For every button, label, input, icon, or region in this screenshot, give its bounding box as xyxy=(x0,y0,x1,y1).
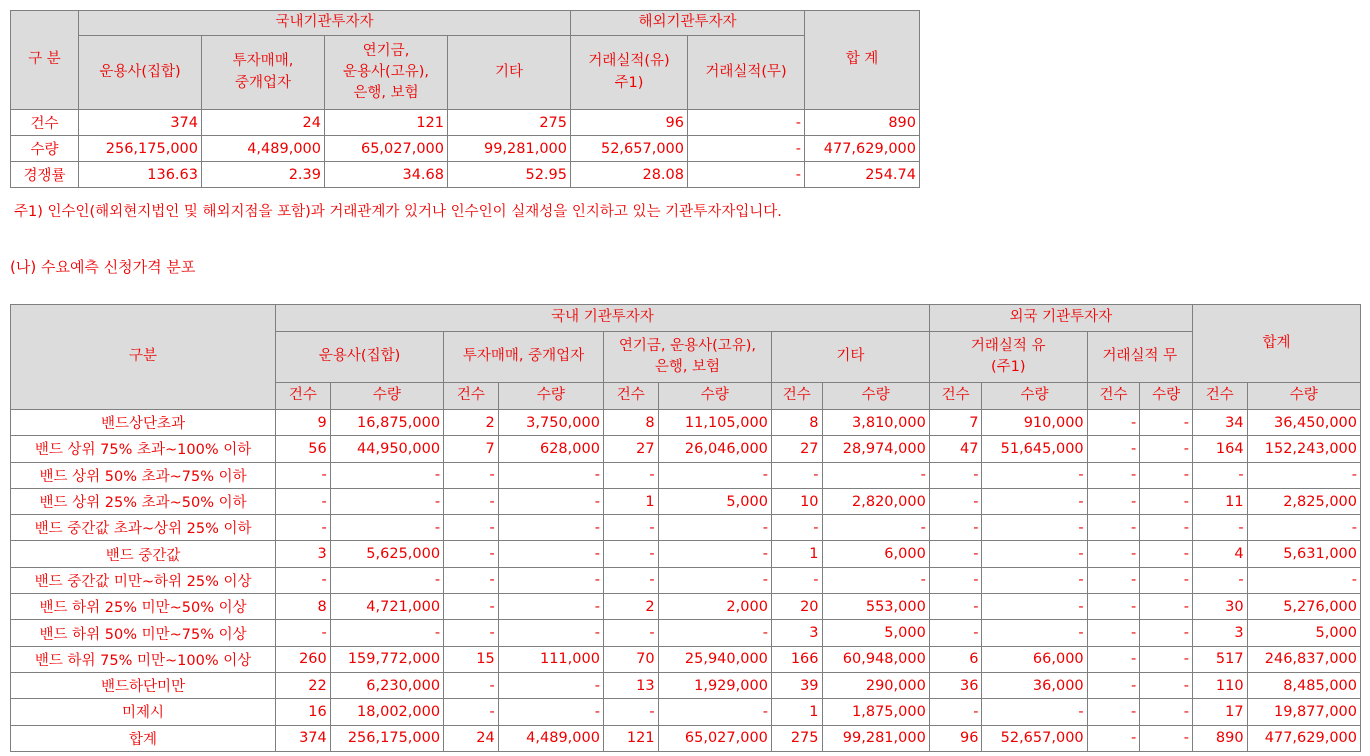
t2-cell: - xyxy=(498,462,603,488)
t2-cell: - xyxy=(1087,646,1140,672)
t2-cell: - xyxy=(822,567,929,593)
t2-cell: 5,000 xyxy=(1247,620,1360,646)
t2-cell: 39 xyxy=(771,672,822,698)
t2-qty-header: 수량 xyxy=(982,383,1087,410)
t2-row-label: 밴드 하위 75% 미만~100% 이상 xyxy=(11,646,276,672)
t2-cell: - xyxy=(929,594,982,620)
t2-cell: - xyxy=(498,567,603,593)
t2-cell: - xyxy=(658,567,771,593)
t2-row xyxy=(11,462,1361,488)
t2-cell: - xyxy=(771,567,822,593)
t2-cell: 6 xyxy=(929,646,982,672)
t2-cell: - xyxy=(276,620,331,646)
t2-cell: - xyxy=(658,541,771,567)
t2-cell: 27 xyxy=(603,436,658,462)
t2-cell: 70 xyxy=(603,646,658,672)
t2-row xyxy=(11,725,1361,751)
t2-cell: 3 xyxy=(1192,620,1247,646)
t2-cell: - xyxy=(982,488,1087,514)
t1-sub-header: 운용사(집합) xyxy=(79,36,202,110)
t2-cell: 110 xyxy=(1192,672,1247,698)
t2-cell: - xyxy=(276,567,331,593)
t2-cell: - xyxy=(658,515,771,541)
t2-cell: 11 xyxy=(1192,488,1247,514)
t2-cell: - xyxy=(929,462,982,488)
t2-row-label: 합계 xyxy=(11,725,276,751)
t2-foreign-header: 외국 기관투자자 xyxy=(929,305,1192,332)
t2-cell: - xyxy=(982,620,1087,646)
t2-cell: 96 xyxy=(929,725,982,751)
t2-cell: - xyxy=(822,515,929,541)
t2-cell: 20 xyxy=(771,594,822,620)
t1-cell: 2.39 xyxy=(202,162,325,188)
t2-cell: - xyxy=(498,620,603,646)
t2-cell: - xyxy=(1140,699,1193,725)
t2-count-header: 건수 xyxy=(1192,383,1247,410)
t1-row xyxy=(11,110,920,136)
t2-cell: - xyxy=(1087,488,1140,514)
t2-row-label: 밴드 중간값 xyxy=(11,541,276,567)
t2-cell: 111,000 xyxy=(498,646,603,672)
t2-cell: - xyxy=(1140,515,1193,541)
t2-cell: 166 xyxy=(771,646,822,672)
t2-cell: 8 xyxy=(603,410,658,436)
t2-cell: 5,276,000 xyxy=(1247,594,1360,620)
t2-cell: 24 xyxy=(444,725,499,751)
t2-count-header: 건수 xyxy=(929,383,982,410)
t2-cell: 2 xyxy=(444,410,499,436)
t2-cell: 553,000 xyxy=(822,594,929,620)
t2-cell: - xyxy=(929,567,982,593)
t2-cell: 26,046,000 xyxy=(658,436,771,462)
t2-cell: - xyxy=(444,515,499,541)
t1-cell: 65,027,000 xyxy=(325,136,448,162)
t2-row-label: 밴드 중간값 초과~상위 25% 이하 xyxy=(11,515,276,541)
t2-cell: - xyxy=(982,462,1087,488)
t2-cell: - xyxy=(1192,515,1247,541)
t2-cell: - xyxy=(444,672,499,698)
t2-cell: 16,875,000 xyxy=(330,410,443,436)
t2-corner-header: 구분 xyxy=(11,305,276,410)
t2-cell: 22 xyxy=(276,672,331,698)
t2-cell: 275 xyxy=(771,725,822,751)
t2-cell: - xyxy=(603,699,658,725)
t2-cell: 30 xyxy=(1192,594,1247,620)
t1-row xyxy=(11,136,920,162)
t2-cell: 9 xyxy=(276,410,331,436)
t2-cell: - xyxy=(658,462,771,488)
t2-cell: - xyxy=(771,515,822,541)
t2-cell: 15 xyxy=(444,646,499,672)
t2-cell: - xyxy=(444,462,499,488)
t2-cell: - xyxy=(658,620,771,646)
t2-cell: - xyxy=(822,462,929,488)
t1-cell: 34.68 xyxy=(325,162,448,188)
t2-row-label: 밴드 상위 50% 초과~75% 이하 xyxy=(11,462,276,488)
t1-cell: 136.63 xyxy=(79,162,202,188)
t2-cell: 256,175,000 xyxy=(330,725,443,751)
t1-cell: 24 xyxy=(202,110,325,136)
t2-cell: 477,629,000 xyxy=(1247,725,1360,751)
t2-row xyxy=(11,488,1361,514)
t2-cell: 3,810,000 xyxy=(822,410,929,436)
t1-cell: 52,657,000 xyxy=(571,136,688,162)
t2-cell: 290,000 xyxy=(822,672,929,698)
t2-sub-header: 거래실적 유 (주1) xyxy=(929,332,1087,383)
t2-cell: 99,281,000 xyxy=(822,725,929,751)
t2-cell: - xyxy=(276,488,331,514)
t2-cell: 4,721,000 xyxy=(330,594,443,620)
t2-cell: 1 xyxy=(771,541,822,567)
t2-cell: - xyxy=(603,567,658,593)
t2-cell: 260 xyxy=(276,646,331,672)
t1-cell: 52.95 xyxy=(448,162,571,188)
t1-cell: 256,175,000 xyxy=(79,136,202,162)
t1-row-label: 건수 xyxy=(11,110,79,136)
t2-cell: 4 xyxy=(1192,541,1247,567)
t2-cell: - xyxy=(276,515,331,541)
t2-row-label: 미제시 xyxy=(11,699,276,725)
t2-cell: 164 xyxy=(1192,436,1247,462)
t2-cell: 44,950,000 xyxy=(330,436,443,462)
t2-qty-header: 수량 xyxy=(330,383,443,410)
t2-cell: - xyxy=(330,567,443,593)
t2-total-header: 합계 xyxy=(1192,305,1360,383)
section-title: (나) 수요예측 신청가격 분포 xyxy=(10,258,196,276)
t2-cell: - xyxy=(1087,672,1140,698)
t1-cell: - xyxy=(688,136,805,162)
t2-cell: 3 xyxy=(276,541,331,567)
t2-cell: 27 xyxy=(771,436,822,462)
t2-cell: 374 xyxy=(276,725,331,751)
t2-cell: 5,625,000 xyxy=(330,541,443,567)
t2-cell: - xyxy=(982,567,1087,593)
t2-cell: 517 xyxy=(1192,646,1247,672)
t2-cell: - xyxy=(982,515,1087,541)
t2-count-header: 건수 xyxy=(603,383,658,410)
t1-cell: 254.74 xyxy=(805,162,920,188)
t2-row xyxy=(11,620,1361,646)
t1-row xyxy=(11,162,920,188)
t1-cell: 99,281,000 xyxy=(448,136,571,162)
t2-cell: 628,000 xyxy=(498,436,603,462)
t2-cell: 8 xyxy=(771,410,822,436)
t2-cell: - xyxy=(982,541,1087,567)
t1-cell: 96 xyxy=(571,110,688,136)
t2-cell: 152,243,000 xyxy=(1247,436,1360,462)
t2-cell: - xyxy=(929,541,982,567)
t2-qty-header: 수량 xyxy=(822,383,929,410)
t2-cell: - xyxy=(1140,462,1193,488)
t2-cell: - xyxy=(929,699,982,725)
t2-cell: 1,929,000 xyxy=(658,672,771,698)
t2-cell: - xyxy=(1087,594,1140,620)
t2-cell: 52,657,000 xyxy=(982,725,1087,751)
t2-cell: - xyxy=(444,541,499,567)
t2-cell: - xyxy=(1140,567,1193,593)
t2-cell: - xyxy=(1087,567,1140,593)
t2-cell: - xyxy=(1192,567,1247,593)
t2-cell: 3 xyxy=(771,620,822,646)
t2-cell: - xyxy=(929,488,982,514)
t1-cell: 121 xyxy=(325,110,448,136)
t1-sub-header: 거래실적(무) xyxy=(688,36,805,110)
t2-row xyxy=(11,567,1361,593)
t2-cell: 1 xyxy=(771,699,822,725)
t1-cell: 28.08 xyxy=(571,162,688,188)
t2-cell: 16 xyxy=(276,699,331,725)
t2-cell: 4,489,000 xyxy=(498,725,603,751)
t1-foreign-header: 해외기관투자자 xyxy=(571,11,805,36)
t2-cell: - xyxy=(929,620,982,646)
t2-cell: - xyxy=(1247,567,1360,593)
t2-cell: 11,105,000 xyxy=(658,410,771,436)
t2-qty-header: 수량 xyxy=(1247,383,1360,410)
t2-row xyxy=(11,672,1361,698)
t2-cell: - xyxy=(1087,436,1140,462)
t2-cell: - xyxy=(771,462,822,488)
t2-cell: 1 xyxy=(603,488,658,514)
t2-cell: - xyxy=(982,594,1087,620)
t2-cell: - xyxy=(603,541,658,567)
t2-cell: - xyxy=(1087,699,1140,725)
t2-cell: 159,772,000 xyxy=(330,646,443,672)
t2-cell: 5,000 xyxy=(822,620,929,646)
t2-count-header: 건수 xyxy=(276,383,331,410)
t2-row-label: 밴드 하위 25% 미만~50% 이상 xyxy=(11,594,276,620)
competition-rate-table xyxy=(10,10,920,188)
t1-cell: 890 xyxy=(805,110,920,136)
t2-cell: - xyxy=(498,541,603,567)
t2-cell: - xyxy=(444,567,499,593)
t2-cell: - xyxy=(603,462,658,488)
t2-cell: 3,750,000 xyxy=(498,410,603,436)
t1-row-label: 수량 xyxy=(11,136,79,162)
t2-cell: 7 xyxy=(444,436,499,462)
t2-row xyxy=(11,646,1361,672)
t2-cell: 66,000 xyxy=(982,646,1087,672)
t2-row-label: 밴드하단미만 xyxy=(11,672,276,698)
t2-cell: - xyxy=(1087,541,1140,567)
t2-cell: - xyxy=(498,699,603,725)
t2-cell: - xyxy=(1247,515,1360,541)
t1-sub-header: 거래실적(유) 주1) xyxy=(571,36,688,110)
t2-domestic-header: 국내 기관투자자 xyxy=(276,305,930,332)
t2-cell: 18,002,000 xyxy=(330,699,443,725)
t1-cell: 374 xyxy=(79,110,202,136)
t2-cell: 36 xyxy=(929,672,982,698)
t2-cell: - xyxy=(444,594,499,620)
t2-cell: - xyxy=(1140,541,1193,567)
t2-cell: 19,877,000 xyxy=(1247,699,1360,725)
t2-cell: 2 xyxy=(603,594,658,620)
t2-cell: - xyxy=(498,672,603,698)
t2-cell: 2,825,000 xyxy=(1247,488,1360,514)
t2-row-label: 밴드 하위 50% 미만~75% 이상 xyxy=(11,620,276,646)
t2-cell: - xyxy=(982,699,1087,725)
t2-cell: 65,027,000 xyxy=(658,725,771,751)
price-distribution-table xyxy=(10,304,1361,752)
t2-cell: - xyxy=(444,620,499,646)
t2-cell: - xyxy=(1087,725,1140,751)
t2-cell: 36,450,000 xyxy=(1247,410,1360,436)
t2-cell: 8 xyxy=(276,594,331,620)
t2-cell: - xyxy=(1087,515,1140,541)
t2-cell: 28,974,000 xyxy=(822,436,929,462)
t2-cell: 60,948,000 xyxy=(822,646,929,672)
t2-cell: - xyxy=(1140,646,1193,672)
t2-cell: - xyxy=(444,488,499,514)
t2-cell: - xyxy=(603,620,658,646)
t2-cell: - xyxy=(1087,620,1140,646)
t2-cell: - xyxy=(1140,410,1193,436)
t2-cell: 25,940,000 xyxy=(658,646,771,672)
t2-cell: 890 xyxy=(1192,725,1247,751)
t2-cell: - xyxy=(1140,488,1193,514)
t2-cell: 10 xyxy=(771,488,822,514)
t2-count-header: 건수 xyxy=(444,383,499,410)
t2-cell: - xyxy=(929,515,982,541)
t2-sub-header: 투자매매, 중개업자 xyxy=(444,332,604,383)
t2-row xyxy=(11,594,1361,620)
t2-cell: 1,875,000 xyxy=(822,699,929,725)
t1-sub-header: 기타 xyxy=(448,36,571,110)
t2-cell: - xyxy=(498,515,603,541)
t2-cell: - xyxy=(330,515,443,541)
t2-sub-header: 기타 xyxy=(771,332,929,383)
t2-row xyxy=(11,515,1361,541)
t2-cell: - xyxy=(1087,410,1140,436)
t2-cell: 13 xyxy=(603,672,658,698)
t2-cell: - xyxy=(1140,436,1193,462)
t2-cell: - xyxy=(330,488,443,514)
t2-cell: - xyxy=(276,462,331,488)
t2-cell: 56 xyxy=(276,436,331,462)
t2-cell: - xyxy=(498,488,603,514)
t1-sub-header: 투자매매, 중개업자 xyxy=(202,36,325,110)
t2-row-label: 밴드 상위 75% 초과~100% 이하 xyxy=(11,436,276,462)
t1-cell: - xyxy=(688,162,805,188)
t2-count-header: 건수 xyxy=(771,383,822,410)
t2-row xyxy=(11,436,1361,462)
t2-count-header: 건수 xyxy=(1087,383,1140,410)
t2-cell: 6,000 xyxy=(822,541,929,567)
t2-sub-header: 거래실적 무 xyxy=(1087,332,1192,383)
t1-domestic-header: 국내기관투자자 xyxy=(79,11,571,36)
t2-cell: - xyxy=(1140,594,1193,620)
t1-cell: 4,489,000 xyxy=(202,136,325,162)
t2-row xyxy=(11,410,1361,436)
t2-qty-header: 수량 xyxy=(498,383,603,410)
t1-total-header: 합 계 xyxy=(805,11,920,110)
t2-cell: 51,645,000 xyxy=(982,436,1087,462)
t2-cell: 910,000 xyxy=(982,410,1087,436)
t2-cell: 6,230,000 xyxy=(330,672,443,698)
t1-sub-header: 연기금, 운용사(고유), 은행, 보험 xyxy=(325,36,448,110)
t2-row xyxy=(11,541,1361,567)
t2-cell: - xyxy=(330,620,443,646)
t2-row-label: 밴드 중간값 미만~하위 25% 이상 xyxy=(11,567,276,593)
t2-cell: - xyxy=(1192,462,1247,488)
t2-row-label: 밴드 상위 25% 초과~50% 이하 xyxy=(11,488,276,514)
t2-cell: - xyxy=(1140,620,1193,646)
t2-row xyxy=(11,699,1361,725)
t2-cell: - xyxy=(1247,462,1360,488)
t2-cell: - xyxy=(1140,725,1193,751)
t2-cell: - xyxy=(1087,462,1140,488)
footnote: 주1) 인수인(해외현지법인 및 해외지점을 포함)과 거래관계가 있거나 인수인이 실재성을 인지하고 있는 기관투자자입니다. xyxy=(14,204,782,220)
t2-cell: 2,820,000 xyxy=(822,488,929,514)
t2-cell: 7 xyxy=(929,410,982,436)
t1-row-label: 경쟁률 xyxy=(11,162,79,188)
t2-qty-header: 수량 xyxy=(1140,383,1193,410)
t2-qty-header: 수량 xyxy=(658,383,771,410)
t1-cell: 275 xyxy=(448,110,571,136)
t2-row-label: 밴드상단초과 xyxy=(11,410,276,436)
t2-cell: 121 xyxy=(603,725,658,751)
t2-cell: - xyxy=(603,515,658,541)
t2-cell: 5,631,000 xyxy=(1247,541,1360,567)
t2-cell: 5,000 xyxy=(658,488,771,514)
t2-cell: - xyxy=(498,594,603,620)
t2-cell: 246,837,000 xyxy=(1247,646,1360,672)
t1-corner-header: 구 분 xyxy=(11,11,79,110)
t1-cell: - xyxy=(688,110,805,136)
t2-sub-header: 연기금, 운용사(고유), 은행, 보험 xyxy=(603,332,771,383)
t2-cell: 34 xyxy=(1192,410,1247,436)
t2-cell: - xyxy=(444,699,499,725)
t2-cell: - xyxy=(330,462,443,488)
t2-cell: 17 xyxy=(1192,699,1247,725)
t2-cell: - xyxy=(1140,672,1193,698)
t2-cell: 47 xyxy=(929,436,982,462)
t1-cell: 477,629,000 xyxy=(805,136,920,162)
t2-cell: 36,000 xyxy=(982,672,1087,698)
t2-cell: - xyxy=(658,699,771,725)
t2-cell: 2,000 xyxy=(658,594,771,620)
t2-cell: 8,485,000 xyxy=(1247,672,1360,698)
t2-sub-header: 운용사(집합) xyxy=(276,332,444,383)
